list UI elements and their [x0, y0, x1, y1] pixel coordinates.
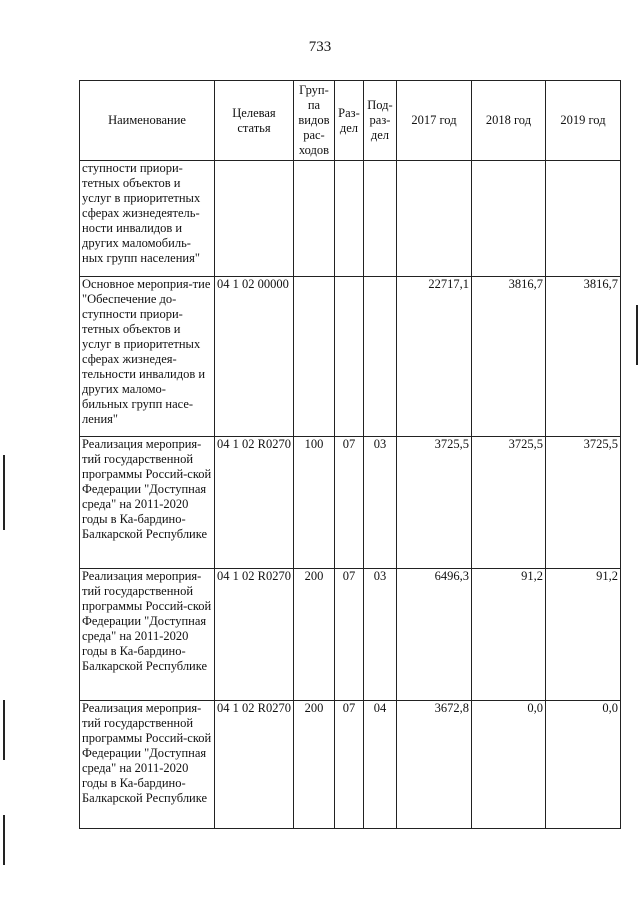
row-name: Основное мероприя-тие "Обеспечение до-ступности приори-тетных объектов и услуг в приоритетных сферах жизнедея-тельности инвалидов и других маломо-бильных групп насе-ления" — [80, 277, 215, 437]
header-target-article: Целевая статья — [215, 81, 294, 161]
row-2018: 91,2 — [471, 569, 545, 701]
row-2017: 22717,1 — [396, 277, 471, 437]
page-number: 733 — [308, 39, 332, 55]
row-expense-group — [293, 161, 334, 277]
scan-margin-mark — [3, 455, 5, 530]
row-2018 — [471, 161, 545, 277]
table-row — [80, 569, 621, 701]
row-section: 07 — [334, 569, 363, 701]
budget-table — [79, 80, 621, 829]
row-2017: 3672,8 — [396, 701, 471, 829]
row-subsection: 03 — [363, 569, 396, 701]
row-subsection — [363, 277, 396, 437]
scan-margin-mark — [3, 815, 5, 865]
header-2018: 2018 год — [471, 81, 545, 161]
row-target-article: 04 1 02 R0270 — [215, 437, 294, 569]
row-2017: 3725,5 — [396, 437, 471, 569]
row-2017: 6496,3 — [396, 569, 471, 701]
row-target-article: 04 1 02 R0270 — [215, 569, 294, 701]
table-row — [80, 161, 621, 277]
row-name: Реализация мероприя-тий государственной программы Россий-ской Федерации "Доступная среда" на 2011-2020 годы в Ка-бардино-Балкарской Республике — [80, 701, 215, 829]
row-subsection: 03 — [363, 437, 396, 569]
row-2019: 0,0 — [545, 701, 620, 829]
row-2019 — [545, 161, 620, 277]
row-2018: 3816,7 — [471, 277, 545, 437]
table-row — [80, 277, 621, 437]
row-target-article: 04 1 02 R0270 — [215, 701, 294, 829]
scan-margin-mark — [636, 305, 638, 365]
row-name: Реализация мероприя-тий государственной программы Россий-ской Федерации "Доступная среда" на 2011-2020 годы в Ка-бардино-Балкарской Республике — [80, 569, 215, 701]
row-2018: 3725,5 — [471, 437, 545, 569]
row-2018: 0,0 — [471, 701, 545, 829]
header-2017: 2017 год — [396, 81, 471, 161]
row-section: 07 — [334, 437, 363, 569]
row-section: 07 — [334, 701, 363, 829]
row-expense-group: 200 — [293, 569, 334, 701]
row-expense-group: 100 — [293, 437, 334, 569]
header-2019: 2019 год — [545, 81, 620, 161]
row-2017 — [396, 161, 471, 277]
row-2019: 3725,5 — [545, 437, 620, 569]
row-section — [334, 277, 363, 437]
header-row — [80, 81, 621, 161]
row-name: ступности приори-тетных объектов и услуг в приоритетных сферах жизнедеятель-ности инвалидов и других маломобиль-ных групп населения" — [80, 161, 215, 277]
row-2019: 91,2 — [545, 569, 620, 701]
row-subsection: 04 — [363, 701, 396, 829]
row-subsection — [363, 161, 396, 277]
row-expense-group: 200 — [293, 701, 334, 829]
row-name: Реализация мероприя-тий государственной программы Россий-ской Федерации "Доступная среда" на 2011-2020 годы в Ка-бардино-Балкарской Республике — [80, 437, 215, 569]
row-2019: 3816,7 — [545, 277, 620, 437]
row-expense-group — [293, 277, 334, 437]
row-section — [334, 161, 363, 277]
row-target-article: 04 1 02 00000 — [215, 277, 294, 437]
header-subsection: Под-раз-дел — [363, 81, 396, 161]
header-expense-group: Груп-па видов рас-ходов — [293, 81, 334, 161]
header-name: Наименование — [80, 81, 215, 161]
header-section: Раз-дел — [334, 81, 363, 161]
scan-margin-mark — [3, 700, 5, 760]
table-row — [80, 701, 621, 829]
table-row — [80, 437, 621, 569]
row-target-article — [215, 161, 294, 277]
